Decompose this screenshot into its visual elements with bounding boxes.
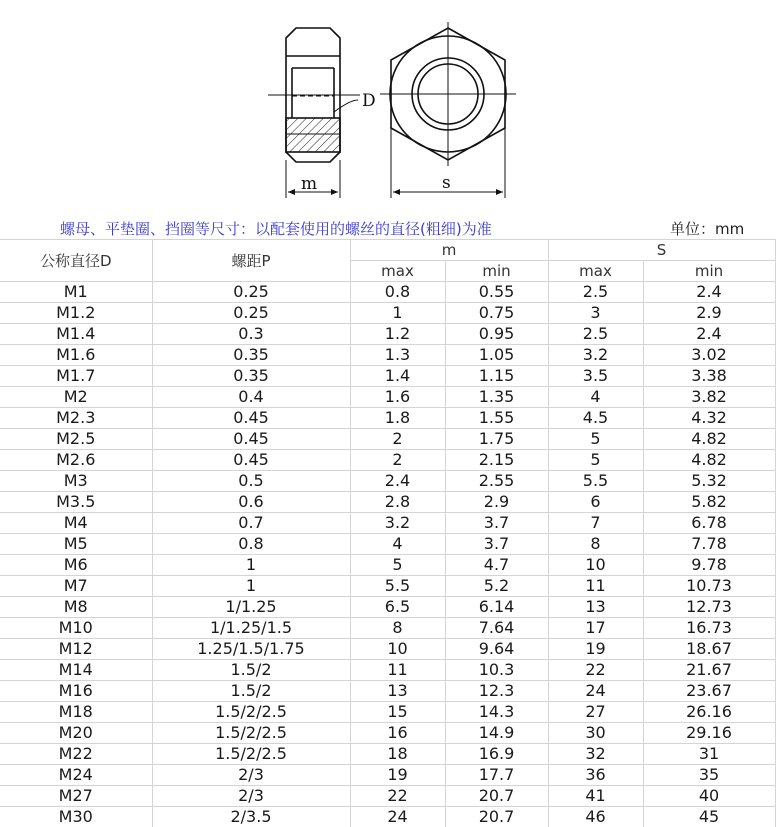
cell-m-min: 14.9 bbox=[445, 723, 548, 744]
cell-m-min: 1.15 bbox=[445, 366, 548, 387]
cell-s-min: 9.78 bbox=[643, 555, 775, 576]
cell-diameter: M1.6 bbox=[0, 345, 152, 366]
cell-m-max: 10 bbox=[350, 639, 445, 660]
cell-s-max: 13 bbox=[548, 597, 643, 618]
cell-s-max: 4.5 bbox=[548, 408, 643, 429]
table-row bbox=[0, 408, 775, 429]
table-row bbox=[0, 492, 775, 513]
size-note: 螺母、平垫圈、挡圈等尺寸：以配套使用的螺丝的直径(粗细)为准 bbox=[60, 218, 492, 239]
cell-s-min: 23.67 bbox=[643, 681, 775, 702]
table-row bbox=[0, 387, 775, 408]
cell-pitch: 1.5/2/2.5 bbox=[152, 744, 350, 765]
cell-diameter: M16 bbox=[0, 681, 152, 702]
cell-diameter: M8 bbox=[0, 597, 152, 618]
cell-s-min: 7.78 bbox=[643, 534, 775, 555]
cell-diameter: M2 bbox=[0, 387, 152, 408]
table-row bbox=[0, 639, 775, 660]
table-row bbox=[0, 429, 775, 450]
col-s-min-header: min bbox=[643, 261, 775, 282]
cell-diameter: M24 bbox=[0, 765, 152, 786]
cell-diameter: M1.2 bbox=[0, 303, 152, 324]
table-row bbox=[0, 345, 775, 366]
table-row bbox=[0, 618, 775, 639]
cell-m-max: 3.2 bbox=[350, 513, 445, 534]
cell-s-min: 4.82 bbox=[643, 450, 775, 471]
cell-m-max: 0.8 bbox=[350, 282, 445, 303]
cell-diameter: M2.6 bbox=[0, 450, 152, 471]
cell-s-min: 10.73 bbox=[643, 576, 775, 597]
cell-pitch: 0.45 bbox=[152, 408, 350, 429]
cell-s-max: 6 bbox=[548, 492, 643, 513]
cell-s-min: 12.73 bbox=[643, 597, 775, 618]
cell-s-max: 24 bbox=[548, 681, 643, 702]
table-body bbox=[0, 282, 775, 827]
nut-side-view bbox=[268, 28, 360, 198]
cell-m-max: 2.4 bbox=[350, 471, 445, 492]
cell-pitch: 1.5/2/2.5 bbox=[152, 723, 350, 744]
cell-diameter: M27 bbox=[0, 786, 152, 807]
cell-s-max: 2.5 bbox=[548, 324, 643, 345]
cell-m-min: 10.3 bbox=[445, 660, 548, 681]
cell-pitch: 1.5/2 bbox=[152, 660, 350, 681]
cell-s-max: 4 bbox=[548, 387, 643, 408]
cell-diameter: M7 bbox=[0, 576, 152, 597]
cell-m-min: 3.7 bbox=[445, 513, 548, 534]
cell-m-min: 2.9 bbox=[445, 492, 548, 513]
cell-pitch: 0.35 bbox=[152, 345, 350, 366]
cell-s-min: 18.67 bbox=[643, 639, 775, 660]
note-row bbox=[0, 214, 781, 240]
cell-s-max: 7 bbox=[548, 513, 643, 534]
cell-diameter: M2.3 bbox=[0, 408, 152, 429]
cell-s-max: 46 bbox=[548, 807, 643, 827]
cell-s-max: 5.5 bbox=[548, 471, 643, 492]
cell-s-max: 5 bbox=[548, 429, 643, 450]
cell-s-min: 4.82 bbox=[643, 429, 775, 450]
cell-diameter: M2.5 bbox=[0, 429, 152, 450]
table-header-row bbox=[0, 240, 775, 261]
cell-s-max: 8 bbox=[548, 534, 643, 555]
cell-m-min: 0.55 bbox=[445, 282, 548, 303]
cell-m-max: 2 bbox=[350, 450, 445, 471]
cell-m-max: 16 bbox=[350, 723, 445, 744]
table-row bbox=[0, 324, 775, 345]
cell-pitch: 1.5/2/2.5 bbox=[152, 702, 350, 723]
cell-s-max: 19 bbox=[548, 639, 643, 660]
cell-m-max: 1.4 bbox=[350, 366, 445, 387]
nut-front-view bbox=[380, 22, 516, 198]
cell-pitch: 1 bbox=[152, 576, 350, 597]
cell-m-max: 1.6 bbox=[350, 387, 445, 408]
cell-m-min: 0.75 bbox=[445, 303, 548, 324]
cell-s-min: 40 bbox=[643, 786, 775, 807]
cell-s-min: 5.32 bbox=[643, 471, 775, 492]
cell-pitch: 0.3 bbox=[152, 324, 350, 345]
cell-pitch: 1.5/2 bbox=[152, 681, 350, 702]
table-row bbox=[0, 555, 775, 576]
table-row bbox=[0, 702, 775, 723]
cell-s-min: 31 bbox=[643, 744, 775, 765]
cell-s-min: 3.02 bbox=[643, 345, 775, 366]
table-row bbox=[0, 723, 775, 744]
cell-m-min: 14.3 bbox=[445, 702, 548, 723]
cell-s-max: 3 bbox=[548, 303, 643, 324]
cell-pitch: 0.4 bbox=[152, 387, 350, 408]
cell-m-max: 8 bbox=[350, 618, 445, 639]
cell-s-min: 21.67 bbox=[643, 660, 775, 681]
cell-pitch: 0.25 bbox=[152, 303, 350, 324]
cell-m-max: 18 bbox=[350, 744, 445, 765]
cell-m-max: 5.5 bbox=[350, 576, 445, 597]
cell-s-max: 41 bbox=[548, 786, 643, 807]
cell-s-min: 2.4 bbox=[643, 324, 775, 345]
table-row bbox=[0, 366, 775, 387]
col-s-max-header: max bbox=[548, 261, 643, 282]
table-row bbox=[0, 471, 775, 492]
cell-pitch: 2/3.5 bbox=[152, 807, 350, 827]
cell-pitch: 2/3 bbox=[152, 786, 350, 807]
cell-s-min: 6.78 bbox=[643, 513, 775, 534]
table-row bbox=[0, 303, 775, 324]
cell-s-min: 3.82 bbox=[643, 387, 775, 408]
table-row bbox=[0, 576, 775, 597]
cell-m-max: 5 bbox=[350, 555, 445, 576]
cell-s-max: 2.5 bbox=[548, 282, 643, 303]
col-pitch-header: 螺距P bbox=[152, 240, 350, 282]
cell-pitch: 0.25 bbox=[152, 282, 350, 303]
label-m: m bbox=[301, 174, 317, 194]
table-row bbox=[0, 282, 775, 303]
hex-nut-drawing bbox=[0, 0, 781, 214]
cell-diameter: M14 bbox=[0, 660, 152, 681]
cell-s-min: 16.73 bbox=[643, 618, 775, 639]
cell-s-min: 2.9 bbox=[643, 303, 775, 324]
cell-m-min: 9.64 bbox=[445, 639, 548, 660]
cell-m-min: 2.55 bbox=[445, 471, 548, 492]
cell-diameter: M4 bbox=[0, 513, 152, 534]
cell-m-min: 1.55 bbox=[445, 408, 548, 429]
table-row bbox=[0, 534, 775, 555]
cell-pitch: 1.25/1.5/1.75 bbox=[152, 639, 350, 660]
cell-s-min: 26.16 bbox=[643, 702, 775, 723]
cell-pitch: 0.35 bbox=[152, 366, 350, 387]
col-m-header: m bbox=[350, 240, 548, 261]
cell-pitch: 1/1.25 bbox=[152, 597, 350, 618]
cell-m-max: 1.2 bbox=[350, 324, 445, 345]
col-m-min-header: min bbox=[445, 261, 548, 282]
cell-diameter: M18 bbox=[0, 702, 152, 723]
cell-s-min: 3.38 bbox=[643, 366, 775, 387]
table-row bbox=[0, 660, 775, 681]
cell-m-min: 5.2 bbox=[445, 576, 548, 597]
cell-s-max: 27 bbox=[548, 702, 643, 723]
cell-s-max: 3.5 bbox=[548, 366, 643, 387]
cell-diameter: M1.4 bbox=[0, 324, 152, 345]
cell-m-max: 2 bbox=[350, 429, 445, 450]
cell-diameter: M3 bbox=[0, 471, 152, 492]
nut-spec-table bbox=[0, 239, 776, 827]
cell-s-max: 30 bbox=[548, 723, 643, 744]
cell-m-max: 24 bbox=[350, 807, 445, 827]
table-row bbox=[0, 450, 775, 471]
cell-s-min: 5.82 bbox=[643, 492, 775, 513]
cell-m-max: 2.8 bbox=[350, 492, 445, 513]
cell-pitch: 0.8 bbox=[152, 534, 350, 555]
cell-s-min: 2.4 bbox=[643, 282, 775, 303]
cell-m-max: 15 bbox=[350, 702, 445, 723]
cell-m-min: 1.75 bbox=[445, 429, 548, 450]
table-row bbox=[0, 597, 775, 618]
cell-m-min: 4.7 bbox=[445, 555, 548, 576]
cell-diameter: M1.7 bbox=[0, 366, 152, 387]
col-diameter-header: 公称直径D bbox=[0, 240, 152, 282]
cell-diameter: M1 bbox=[0, 282, 152, 303]
cell-s-max: 22 bbox=[548, 660, 643, 681]
cell-m-min: 7.64 bbox=[445, 618, 548, 639]
cell-s-max: 10 bbox=[548, 555, 643, 576]
cell-s-max: 3.2 bbox=[548, 345, 643, 366]
cell-m-min: 3.7 bbox=[445, 534, 548, 555]
cell-pitch: 0.45 bbox=[152, 450, 350, 471]
cell-s-min: 4.32 bbox=[643, 408, 775, 429]
cell-pitch: 0.45 bbox=[152, 429, 350, 450]
cell-m-min: 0.95 bbox=[445, 324, 548, 345]
table-row bbox=[0, 786, 775, 807]
cell-m-max: 13 bbox=[350, 681, 445, 702]
cell-diameter: M3.5 bbox=[0, 492, 152, 513]
table-row bbox=[0, 681, 775, 702]
cell-m-min: 1.35 bbox=[445, 387, 548, 408]
cell-s-max: 17 bbox=[548, 618, 643, 639]
table-row bbox=[0, 765, 775, 786]
cell-m-min: 20.7 bbox=[445, 807, 548, 827]
cell-diameter: M20 bbox=[0, 723, 152, 744]
cell-s-min: 45 bbox=[643, 807, 775, 827]
cell-m-max: 1 bbox=[350, 303, 445, 324]
cell-s-max: 36 bbox=[548, 765, 643, 786]
cell-s-min: 35 bbox=[643, 765, 775, 786]
cell-m-max: 1.3 bbox=[350, 345, 445, 366]
cell-diameter: M12 bbox=[0, 639, 152, 660]
cell-m-min: 2.15 bbox=[445, 450, 548, 471]
cell-m-min: 17.7 bbox=[445, 765, 548, 786]
cell-diameter: M6 bbox=[0, 555, 152, 576]
unit-label: 单位：mm bbox=[670, 218, 744, 239]
cell-diameter: M5 bbox=[0, 534, 152, 555]
cell-pitch: 0.6 bbox=[152, 492, 350, 513]
label-s: s bbox=[442, 173, 451, 193]
cell-m-max: 6.5 bbox=[350, 597, 445, 618]
cell-pitch: 1/1.25/1.5 bbox=[152, 618, 350, 639]
cell-diameter: M30 bbox=[0, 807, 152, 827]
cell-s-max: 5 bbox=[548, 450, 643, 471]
cell-pitch: 2/3 bbox=[152, 765, 350, 786]
cell-m-max: 19 bbox=[350, 765, 445, 786]
cell-pitch: 0.5 bbox=[152, 471, 350, 492]
cell-pitch: 1 bbox=[152, 555, 350, 576]
cell-s-max: 11 bbox=[548, 576, 643, 597]
cell-m-max: 11 bbox=[350, 660, 445, 681]
cell-m-min: 6.14 bbox=[445, 597, 548, 618]
cell-s-min: 29.16 bbox=[643, 723, 775, 744]
col-m-max-header: max bbox=[350, 261, 445, 282]
cell-m-min: 16.9 bbox=[445, 744, 548, 765]
cell-m-min: 12.3 bbox=[445, 681, 548, 702]
table-row bbox=[0, 744, 775, 765]
cell-m-max: 4 bbox=[350, 534, 445, 555]
table-row bbox=[0, 513, 775, 534]
cell-m-max: 22 bbox=[350, 786, 445, 807]
cell-diameter: M10 bbox=[0, 618, 152, 639]
label-D: D bbox=[362, 91, 376, 111]
cell-m-min: 20.7 bbox=[445, 786, 548, 807]
cell-pitch: 0.7 bbox=[152, 513, 350, 534]
cell-s-max: 32 bbox=[548, 744, 643, 765]
col-s-header: S bbox=[548, 240, 775, 261]
cell-m-max: 1.8 bbox=[350, 408, 445, 429]
cell-diameter: M22 bbox=[0, 744, 152, 765]
cell-m-min: 1.05 bbox=[445, 345, 548, 366]
